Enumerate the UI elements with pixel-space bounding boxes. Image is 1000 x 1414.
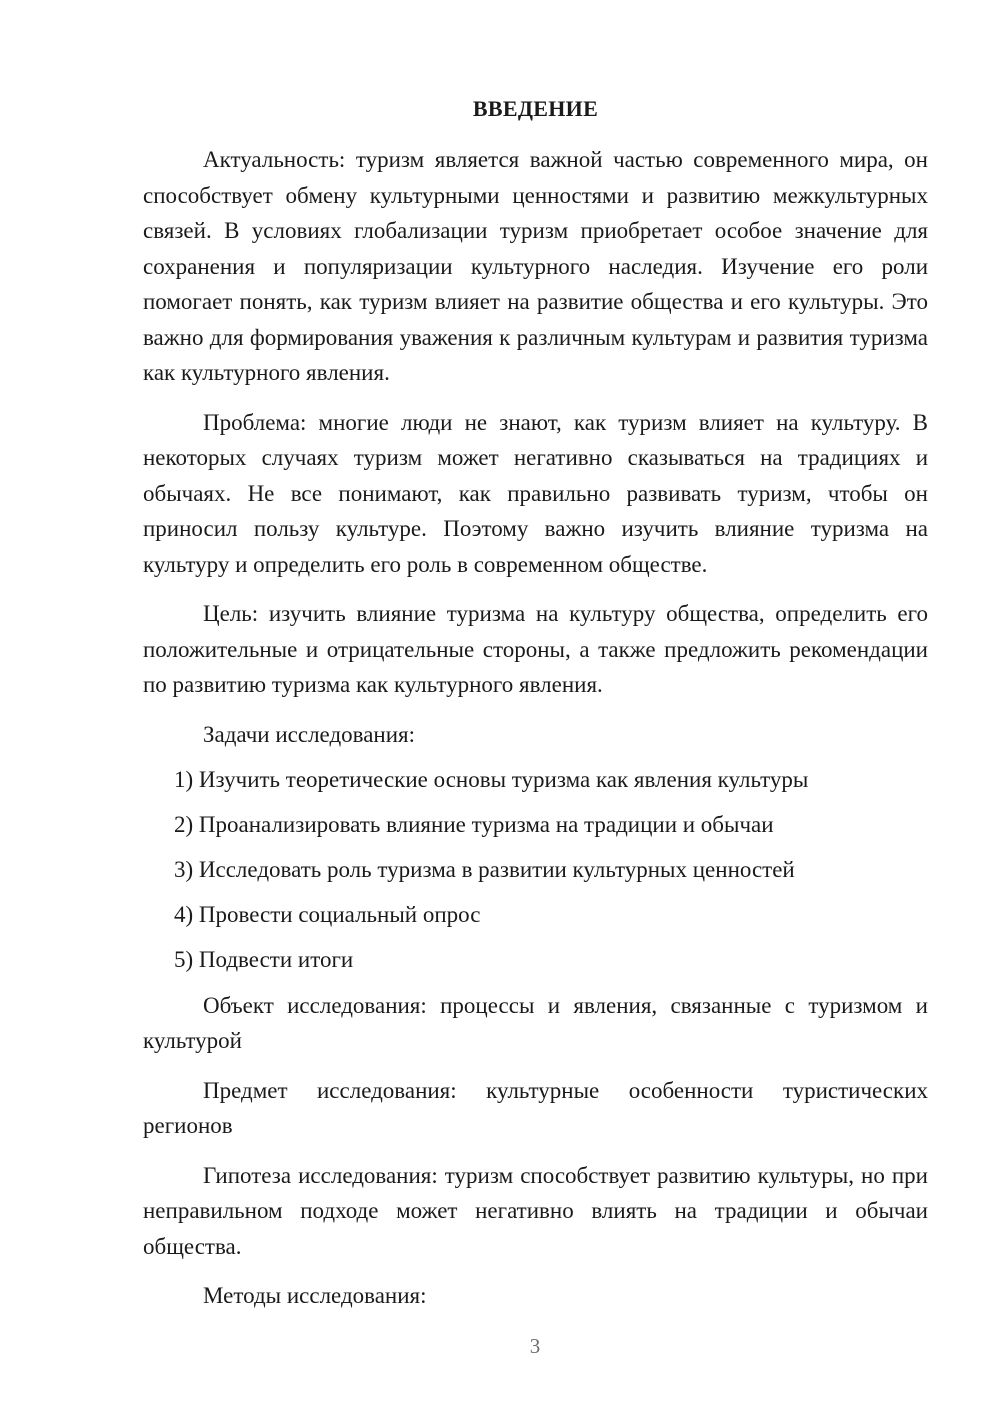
list-item: 5) Подвести итоги: [174, 947, 354, 972]
tasks-list: [143, 762, 928, 978]
goal-paragraph: Цель: изучить влияние туризма на культуру общества, определить его положительные и отрицательные стороны, а также предложить рекомендации по развитию туризма как культурного явления.: [143, 601, 928, 697]
document-body: [143, 142, 928, 1324]
page-number: 3: [529, 1334, 541, 1358]
tasks-heading: Задачи исследования:: [203, 721, 416, 747]
list-item: 3) Исследовать роль туризма в развитии культурных ценностей: [174, 857, 795, 882]
subject-paragraph: Предмет исследования: культурные особенности туристических регионов: [143, 1077, 928, 1138]
list-item: 1) Изучить теоретические основы туризма как явления культуры: [174, 767, 809, 792]
problem-paragraph: Проблема: многие люди не знают, как туризм влияет на культуру. В некоторых случаях туризм может негативно сказываться на традициях и обычаях. Не все понимают, как правильно развивать туризм, чтобы он приносил пользу культуре. Поэтому важно изучить влияние туризма на культуру и определить его роль в современном обществе.: [143, 409, 928, 577]
hypothesis-paragraph: Гипотеза исследования: туризм способствует развитию культуры, но при неправильном подходе может негативно влиять на традиции и обычаи общества.: [143, 1162, 928, 1259]
methods-heading: Методы исследования:: [203, 1283, 427, 1308]
relevance-paragraph: Актуальность: туризм является важной частью современного мира, он способствует обмену культурными ценностями и развитию межкультурных связей. В условиях глобализации туризм приобретает особое значение для сохранения и популяризации культурного наследия. Изучение его роли помогает понять, как туризм влияет на развитие общества и его культуры. Это важно для формирования уважения к различным культурам и развития туризма как культурного явления.: [143, 147, 928, 385]
page-title: ВВЕДЕНИЕ: [472, 96, 599, 121]
object-paragraph: Объект исследования: процессы и явления, связанные с туризмом и культурой: [143, 992, 928, 1053]
list-item: 4) Провести социальный опрос: [174, 902, 481, 927]
list-item: 2) Проанализировать влияние туризма на традиции и обычаи: [174, 812, 774, 837]
